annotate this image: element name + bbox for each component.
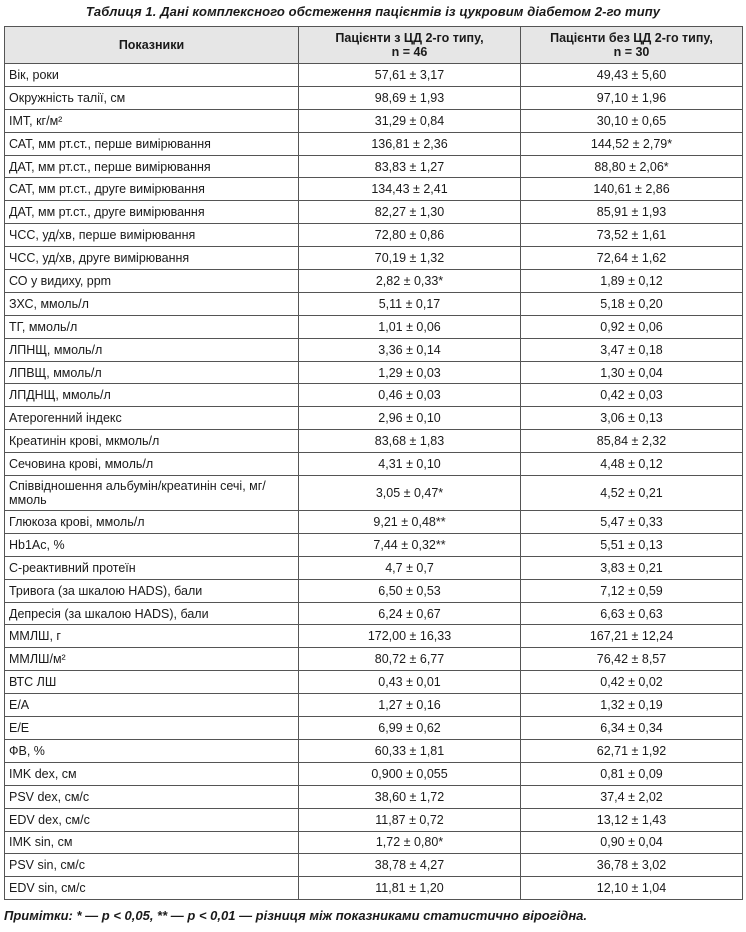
table-row — [5, 224, 743, 247]
group-diabetes-value-cell: 38,60 ± 1,72 — [299, 785, 521, 808]
indicator-cell: ДАТ, мм рт.ст., друге вимірювання — [5, 201, 299, 224]
indicator-cell: ІМТ, кг/м² — [5, 109, 299, 132]
group-no-diabetes-value-cell: 88,80 ± 2,06* — [521, 155, 743, 178]
indicator-cell: ЗХС, ммоль/л — [5, 292, 299, 315]
group-diabetes-value-cell: 1,29 ± 0,03 — [299, 361, 521, 384]
table-row — [5, 315, 743, 338]
group-no-diabetes-value-cell: 85,91 ± 1,93 — [521, 201, 743, 224]
table-row — [5, 511, 743, 534]
indicator-cell: ВТС ЛШ — [5, 671, 299, 694]
table-row — [5, 178, 743, 201]
indicator-cell: Вік, роки — [5, 64, 299, 87]
table-row — [5, 86, 743, 109]
group-diabetes-value-cell: 70,19 ± 1,32 — [299, 247, 521, 270]
table-row — [5, 270, 743, 293]
table-row — [5, 579, 743, 602]
indicator-cell: С-реактивний протеїн — [5, 556, 299, 579]
group-no-diabetes-value-cell: 0,81 ± 0,09 — [521, 762, 743, 785]
group-no-diabetes-value-cell: 13,12 ± 1,43 — [521, 808, 743, 831]
table-row — [5, 247, 743, 270]
indicator-cell: СО у видиху, ppm — [5, 270, 299, 293]
table-footnote: Примітки: * — p < 0,05, ** — p < 0,01 — різниця між показниками статистично вірогідна. — [4, 908, 588, 923]
group-no-diabetes-value-cell: 3,83 ± 0,21 — [521, 556, 743, 579]
table-row — [5, 453, 743, 476]
table-row — [5, 155, 743, 178]
group-diabetes-value-cell: 1,72 ± 0,80* — [299, 831, 521, 854]
group-no-diabetes-value-cell: 62,71 ± 1,92 — [521, 739, 743, 762]
group-diabetes-value-cell: 172,00 ± 16,33 — [299, 625, 521, 648]
group-no-diabetes-value-cell: 0,92 ± 0,06 — [521, 315, 743, 338]
group-diabetes-value-cell: 4,31 ± 0,10 — [299, 453, 521, 476]
group-diabetes-value-cell: 82,27 ± 1,30 — [299, 201, 521, 224]
indicator-cell: ФВ, % — [5, 739, 299, 762]
table-row — [5, 430, 743, 453]
group-no-diabetes-value-cell: 140,61 ± 2,86 — [521, 178, 743, 201]
group-diabetes-value-cell: 4,7 ± 0,7 — [299, 556, 521, 579]
group-diabetes-value-cell: 0,46 ± 0,03 — [299, 384, 521, 407]
group-diabetes-value-cell: 83,68 ± 1,83 — [299, 430, 521, 453]
indicator-cell: САТ, мм рт.ст., перше вимірювання — [5, 132, 299, 155]
indicator-cell: Тривога (за шкалою HADS), бали — [5, 579, 299, 602]
group-no-diabetes-value-cell: 97,10 ± 1,96 — [521, 86, 743, 109]
indicator-cell: PSV sin, см/с — [5, 854, 299, 877]
indicator-cell: PSV dex, см/с — [5, 785, 299, 808]
group-diabetes-value-cell: 57,61 ± 3,17 — [299, 64, 521, 87]
group-no-diabetes-value-cell: 49,43 ± 5,60 — [521, 64, 743, 87]
group-diabetes-value-cell: 9,21 ± 0,48** — [299, 511, 521, 534]
group-no-diabetes-value-cell: 1,89 ± 0,12 — [521, 270, 743, 293]
group-diabetes-value-cell: 60,33 ± 1,81 — [299, 739, 521, 762]
table-row — [5, 831, 743, 854]
group-no-diabetes-value-cell: 85,84 ± 2,32 — [521, 430, 743, 453]
group-diabetes-value-cell: 2,82 ± 0,33* — [299, 270, 521, 293]
table-row — [5, 648, 743, 671]
indicator-cell: Атерогенний індекс — [5, 407, 299, 430]
table-row — [5, 785, 743, 808]
group-no-diabetes-value-cell: 5,51 ± 0,13 — [521, 533, 743, 556]
table-row — [5, 407, 743, 430]
table-row — [5, 854, 743, 877]
table-row — [5, 338, 743, 361]
table-row — [5, 671, 743, 694]
group-no-diabetes-value-cell: 6,34 ± 0,34 — [521, 717, 743, 740]
group-no-diabetes-value-cell: 4,52 ± 0,21 — [521, 476, 743, 511]
group-diabetes-value-cell: 11,81 ± 1,20 — [299, 877, 521, 900]
group-diabetes-value-cell: 1,01 ± 0,06 — [299, 315, 521, 338]
indicator-cell: E/E — [5, 717, 299, 740]
indicator-cell: Сечовина крові, ммоль/л — [5, 453, 299, 476]
table-header — [5, 27, 743, 64]
group-no-diabetes-value-cell: 72,64 ± 1,62 — [521, 247, 743, 270]
table-row — [5, 808, 743, 831]
indicator-cell: ЛПНЩ, ммоль/л — [5, 338, 299, 361]
group-no-diabetes-value-cell: 0,90 ± 0,04 — [521, 831, 743, 854]
indicator-cell: Hb1Ac, % — [5, 533, 299, 556]
indicator-cell: САТ, мм рт.ст., друге вимірювання — [5, 178, 299, 201]
table-row — [5, 739, 743, 762]
group-no-diabetes-value-cell: 0,42 ± 0,03 — [521, 384, 743, 407]
indicator-cell: E/A — [5, 694, 299, 717]
group-no-diabetes-value-cell: 1,32 ± 0,19 — [521, 694, 743, 717]
group-diabetes-value-cell: 7,44 ± 0,32** — [299, 533, 521, 556]
group-no-diabetes-value-cell: 36,78 ± 3,02 — [521, 854, 743, 877]
group-no-diabetes-value-cell: 73,52 ± 1,61 — [521, 224, 743, 247]
header-group-diabetes-title: Пацієнти з ЦД 2-го типу, — [335, 31, 484, 45]
indicator-cell: ЛПДНЩ, ммоль/л — [5, 384, 299, 407]
table-row — [5, 625, 743, 648]
group-no-diabetes-value-cell: 6,63 ± 0,63 — [521, 602, 743, 625]
table-row — [5, 717, 743, 740]
table-row — [5, 64, 743, 87]
group-diabetes-value-cell: 134,43 ± 2,41 — [299, 178, 521, 201]
group-no-diabetes-value-cell: 12,10 ± 1,04 — [521, 877, 743, 900]
table-row — [5, 109, 743, 132]
group-no-diabetes-value-cell: 1,30 ± 0,04 — [521, 361, 743, 384]
group-diabetes-value-cell: 98,69 ± 1,93 — [299, 86, 521, 109]
group-diabetes-value-cell: 3,36 ± 0,14 — [299, 338, 521, 361]
indicator-cell: ММЛШ/м² — [5, 648, 299, 671]
group-diabetes-value-cell: 6,99 ± 0,62 — [299, 717, 521, 740]
group-diabetes-value-cell: 0,43 ± 0,01 — [299, 671, 521, 694]
table-caption: Таблиця 1. Дані комплексного обстеження пацієнтів із цукровим діабетом 2-го типу — [85, 4, 661, 19]
group-diabetes-value-cell: 80,72 ± 6,77 — [299, 648, 521, 671]
indicator-cell: Окружність талії, см — [5, 86, 299, 109]
table-row — [5, 877, 743, 900]
indicator-cell: EDV dex, см/с — [5, 808, 299, 831]
data-table — [4, 26, 743, 900]
group-no-diabetes-value-cell: 144,52 ± 2,79* — [521, 132, 743, 155]
table-row — [5, 476, 743, 511]
group-no-diabetes-value-cell: 37,4 ± 2,02 — [521, 785, 743, 808]
indicator-cell: ММЛШ, г — [5, 625, 299, 648]
header-row — [5, 27, 743, 64]
group-no-diabetes-value-cell: 5,47 ± 0,33 — [521, 511, 743, 534]
table-row — [5, 762, 743, 785]
indicator-cell: Глюкоза крові, ммоль/л — [5, 511, 299, 534]
table-row — [5, 602, 743, 625]
group-no-diabetes-value-cell: 3,06 ± 0,13 — [521, 407, 743, 430]
indicator-cell: ЧСС, уд/хв, перше вимірювання — [5, 224, 299, 247]
group-diabetes-value-cell: 6,24 ± 0,67 — [299, 602, 521, 625]
header-group-no-diabetes — [521, 27, 743, 64]
indicator-cell: Співвідношення альбумін/креатинін сечі, мг/ммоль — [5, 476, 299, 511]
group-no-diabetes-value-cell: 167,21 ± 12,24 — [521, 625, 743, 648]
group-diabetes-value-cell: 31,29 ± 0,84 — [299, 109, 521, 132]
group-no-diabetes-value-cell: 4,48 ± 0,12 — [521, 453, 743, 476]
group-no-diabetes-value-cell: 0,42 ± 0,02 — [521, 671, 743, 694]
table-row — [5, 132, 743, 155]
table-body — [5, 64, 743, 900]
indicator-cell: Креатинін крові, мкмоль/л — [5, 430, 299, 453]
table-row — [5, 384, 743, 407]
group-diabetes-value-cell: 3,05 ± 0,47* — [299, 476, 521, 511]
group-diabetes-value-cell: 1,27 ± 0,16 — [299, 694, 521, 717]
table-row — [5, 556, 743, 579]
table-row — [5, 292, 743, 315]
header-group-no-diabetes-n: n = 30 — [613, 45, 650, 59]
indicator-cell: EDV sin, см/с — [5, 877, 299, 900]
indicator-cell: IMK sin, см — [5, 831, 299, 854]
table-row — [5, 533, 743, 556]
header-group-no-diabetes-title: Пацієнти без ЦД 2-го типу, — [550, 31, 713, 45]
group-no-diabetes-value-cell: 7,12 ± 0,59 — [521, 579, 743, 602]
table-row — [5, 201, 743, 224]
header-group-diabetes — [299, 27, 521, 64]
group-no-diabetes-value-cell: 30,10 ± 0,65 — [521, 109, 743, 132]
group-diabetes-value-cell: 72,80 ± 0,86 — [299, 224, 521, 247]
group-no-diabetes-value-cell: 5,18 ± 0,20 — [521, 292, 743, 315]
indicator-cell: ТГ, ммоль/л — [5, 315, 299, 338]
group-diabetes-value-cell: 136,81 ± 2,36 — [299, 132, 521, 155]
group-diabetes-value-cell: 0,900 ± 0,055 — [299, 762, 521, 785]
group-no-diabetes-value-cell: 76,42 ± 8,57 — [521, 648, 743, 671]
group-diabetes-value-cell: 5,11 ± 0,17 — [299, 292, 521, 315]
indicator-cell: ЧСС, уд/хв, друге вимірювання — [5, 247, 299, 270]
group-no-diabetes-value-cell: 3,47 ± 0,18 — [521, 338, 743, 361]
indicator-cell: IMK dex, см — [5, 762, 299, 785]
group-diabetes-value-cell: 83,83 ± 1,27 — [299, 155, 521, 178]
header-indicator: Показники — [5, 27, 299, 64]
header-group-diabetes-n: n = 46 — [391, 45, 428, 59]
group-diabetes-value-cell: 2,96 ± 0,10 — [299, 407, 521, 430]
indicator-cell: ДАТ, мм рт.ст., перше вимірювання — [5, 155, 299, 178]
table-row — [5, 361, 743, 384]
group-diabetes-value-cell: 6,50 ± 0,53 — [299, 579, 521, 602]
group-diabetes-value-cell: 38,78 ± 4,27 — [299, 854, 521, 877]
table-row — [5, 694, 743, 717]
indicator-cell: ЛПВЩ, ммоль/л — [5, 361, 299, 384]
group-diabetes-value-cell: 11,87 ± 0,72 — [299, 808, 521, 831]
indicator-cell: Депресія (за шкалою HADS), бали — [5, 602, 299, 625]
